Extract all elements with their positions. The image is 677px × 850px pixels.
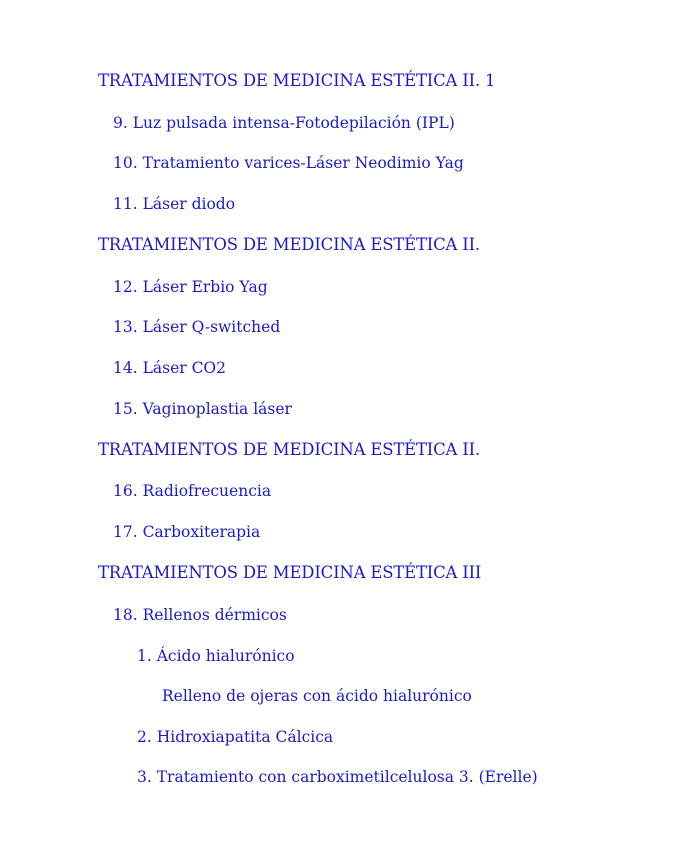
toc-item-relleno-ojeras[interactable]: Relleno de ojeras con ácido hialurónico [162, 687, 472, 705]
toc-item-hidroxiapatita-calcica[interactable]: 2. Hidroxiapatita Cálcica [137, 728, 334, 746]
toc-item-luz-pulsada-ipl[interactable]: 9. Luz pulsada intensa-Fotodepilación (IPL) [113, 114, 455, 132]
toc-item-laser-q-switched[interactable]: 13. Láser Q-switched [113, 318, 281, 336]
toc-item-laser-co2[interactable]: 14. Láser CO2 [113, 359, 227, 377]
toc-item-carboximetilcelulosa[interactable]: 3. Tratamiento con carboximetilcelulosa 3. (Erelle) [137, 768, 538, 786]
toc-heading-medicina-estetica-ii-a[interactable]: TRATAMIENTOS DE MEDICINA ESTÉTICA II. [98, 235, 480, 254]
toc-item-carboxiterapia[interactable]: 17. Carboxiterapia [113, 523, 261, 541]
toc-item-laser-erbio-yag[interactable]: 12. Láser Erbio Yag [113, 278, 268, 296]
toc-heading-medicina-estetica-iii[interactable]: TRATAMIENTOS DE MEDICINA ESTÉTICA III [98, 563, 482, 582]
toc-item-laser-diodo[interactable]: 11. Láser diodo [113, 195, 236, 213]
toc-item-rellenos-dermicos[interactable]: 18. Rellenos dérmicos [113, 606, 287, 624]
toc-item-acido-hialuronico[interactable]: 1. Ácido hialurónico [137, 647, 295, 665]
toc-item-vaginoplastia-laser[interactable]: 15. Vaginoplastia láser [113, 400, 292, 418]
toc-heading-medicina-estetica-ii-b[interactable]: TRATAMIENTOS DE MEDICINA ESTÉTICA II. [98, 440, 480, 459]
toc-heading-medicina-estetica-ii-1[interactable]: TRATAMIENTOS DE MEDICINA ESTÉTICA II. 1 [98, 71, 496, 90]
toc-item-radiofrecuencia[interactable]: 16. Radiofrecuencia [113, 482, 272, 500]
toc-item-laser-neodimio-yag[interactable]: 10. Tratamiento varices-Láser Neodimio Yag [113, 154, 464, 172]
